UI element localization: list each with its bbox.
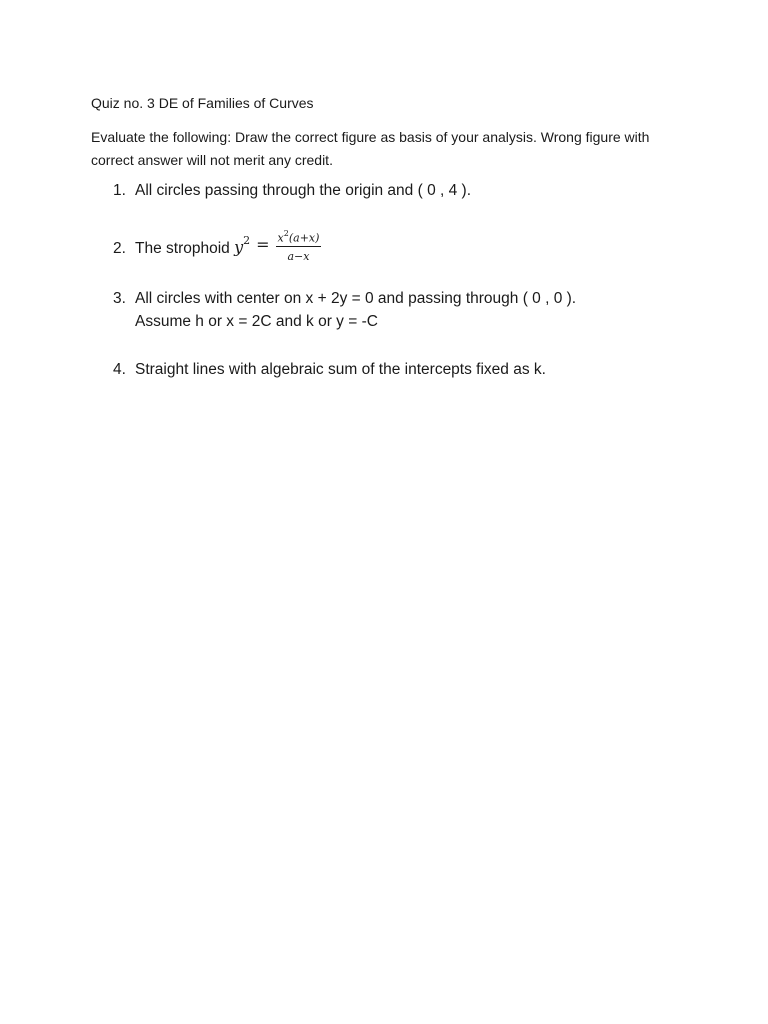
question-number: 3.	[113, 290, 126, 307]
equation-lhs-exponent: 2	[243, 234, 251, 248]
numerator-rest: (a+x)	[288, 231, 320, 245]
numerator-exponent: 2	[283, 229, 289, 238]
quiz-title: Quiz no. 3 DE of Families of Curves	[91, 95, 314, 111]
question-number: 1.	[113, 182, 126, 199]
fraction-denominator: a−x	[287, 249, 310, 263]
question-text: Straight lines with algebraic sum of the intercepts fixed as k.	[135, 361, 546, 378]
question-text: All circles passing through the origin and ( 0 , 4 ).	[135, 182, 472, 199]
equation-equals-sign: =	[256, 235, 270, 255]
question-number: 4.	[113, 361, 126, 378]
equation-lhs-base: y	[234, 237, 244, 257]
question-text: All circles with center on x + 2y = 0 and passing through ( 0 , 0 ).	[135, 290, 577, 307]
equation-lhs	[234, 232, 250, 258]
quiz-instructions: Evaluate the following: Draw the correct figure as basis of your analysis. Wrong figure with correct answer will not merit any credit.	[91, 129, 650, 168]
question-4	[113, 359, 546, 381]
question-number: 2.	[113, 240, 126, 258]
equation-fraction	[276, 228, 322, 263]
question-1	[113, 180, 471, 202]
strophoid-equation	[234, 228, 321, 263]
question-2	[113, 229, 321, 267]
question-3	[113, 288, 576, 333]
question-text: The strophoid	[135, 240, 230, 258]
numerator-base: x	[277, 231, 284, 245]
question-text-line2: Assume h or x = 2C and k or y = -C	[135, 313, 378, 330]
fraction-numerator	[276, 228, 322, 247]
